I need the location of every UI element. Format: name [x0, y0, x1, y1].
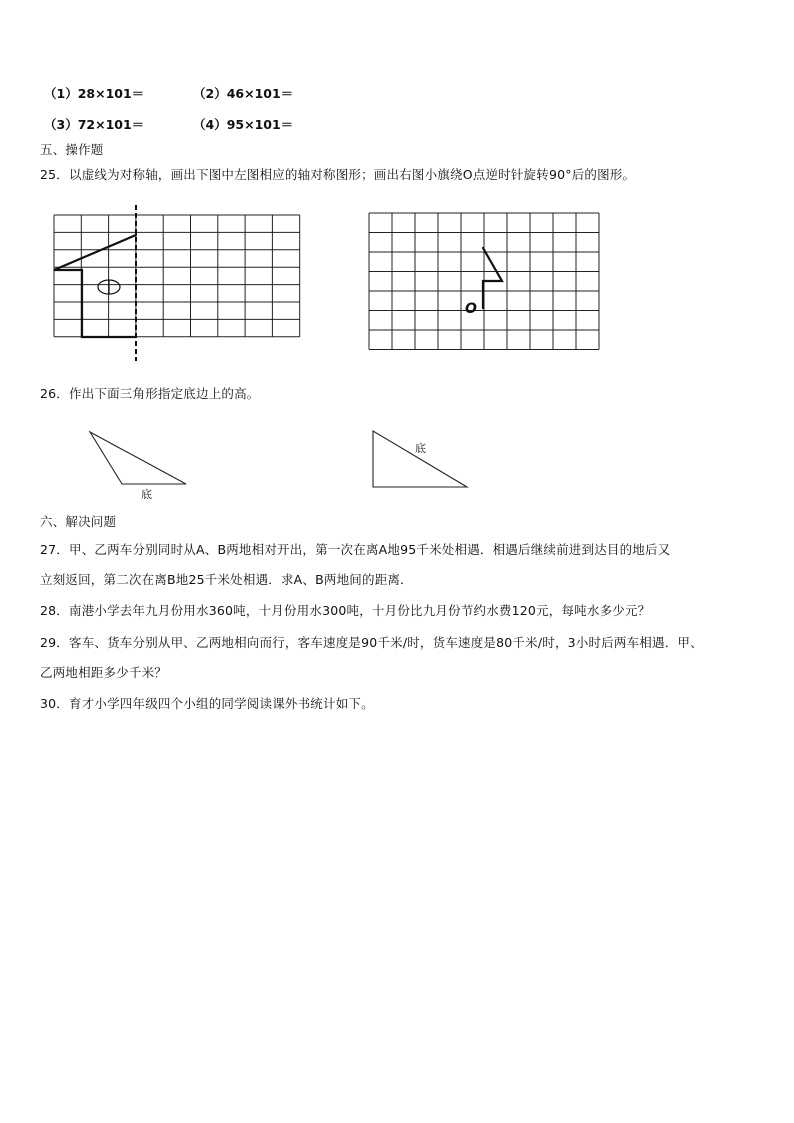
base-label-left: 底: [141, 488, 152, 501]
small-flag: [483, 248, 502, 308]
question-29-line2: 乙两地相距多少千米？: [40, 665, 168, 680]
half-figure-outline: [54, 235, 136, 337]
section6-title: 六、解决问题: [40, 514, 117, 529]
question-25: 25．以虚线为对称轴，画出下图中左图相应的轴对称图形；画出右图小旗绕O点逆时针旋转90°后的图形。: [40, 167, 636, 182]
question-29-line1: 29．客车、货车分别从甲、乙两地相向而行，客车速度是90千米/时，货车速度是80千米/时，3小时后两车相遇．甲、: [40, 635, 703, 650]
calc-item-1: （1）28×101＝: [44, 86, 145, 101]
left-grid-figure: [54, 215, 304, 355]
calc-item-4: （4）95×101＝: [193, 117, 294, 132]
right-triangle: [372, 429, 472, 491]
question-28: 28．南港小学去年九月份用水360吨，十月份用水300吨，十月份比九月份节约水费120元，每吨水多少元？: [40, 603, 651, 618]
calc-item-2: （2）46×101＝: [193, 86, 294, 101]
question-26: 26．作出下面三角形指定底边上的高。: [40, 386, 260, 401]
point-o-label: O: [465, 301, 477, 317]
right-grid-figure: [369, 213, 601, 353]
question-27-line1: 27．甲、乙两车分别同时从A、B两地相对开出，第一次在离A地95千米处相遇．相遇后继续前进到达目的地后又: [40, 542, 671, 557]
left-triangle: [88, 428, 193, 501]
section5-title: 五、操作题: [40, 142, 104, 157]
base-label-right: 底: [415, 442, 426, 455]
question-30: 30．育才小学四年级四个小组的同学阅读课外书统计如下。: [40, 696, 374, 711]
calc-item-3: （3）72×101＝: [44, 117, 145, 132]
question-27-line2: 立刻返回，第二次在离B地25千米处相遇．求A、B两地间的距离．: [40, 572, 413, 587]
